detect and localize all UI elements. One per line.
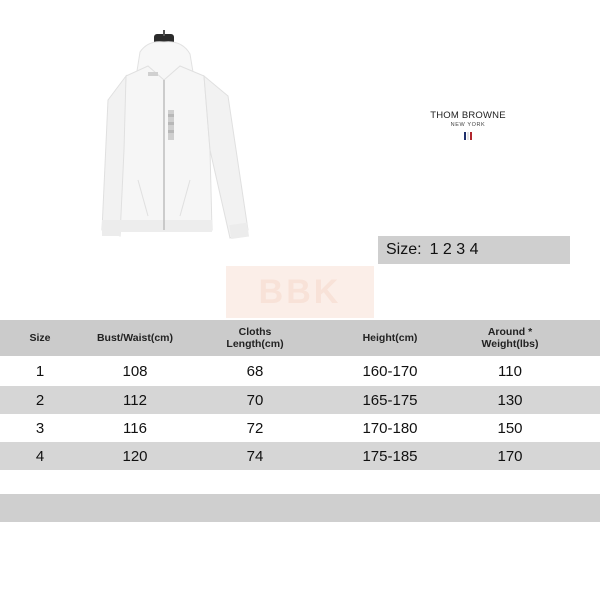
size-values: 1 2 3 4 xyxy=(429,241,479,258)
table-row xyxy=(0,414,600,442)
cell-size: 4 xyxy=(35,447,45,465)
cell-weight: 130 xyxy=(497,391,523,409)
header-weight: Around * Weight(lbs) xyxy=(481,326,539,350)
size-label: Size: xyxy=(386,241,422,258)
header-height: Height(cm) xyxy=(362,332,418,344)
brand-logo xyxy=(418,110,518,140)
cell-bust-waist: 120 xyxy=(122,447,148,465)
cell-weight: 170 xyxy=(497,447,523,465)
cell-height: 175-185 xyxy=(362,447,418,465)
cell-bust-waist: 116 xyxy=(123,419,147,437)
cell-size: 1 xyxy=(35,362,45,380)
cell-size: 2 xyxy=(35,391,45,409)
product-image-hoodie xyxy=(98,30,268,260)
cell-length: 68 xyxy=(246,362,264,380)
table-row xyxy=(0,386,600,414)
size-chart-table xyxy=(0,320,600,470)
brand-name: THOM BROWNE xyxy=(430,110,506,121)
cell-height: 170-180 xyxy=(362,419,418,437)
tricolor-flag-icon xyxy=(418,132,518,140)
table-header-row xyxy=(0,320,600,356)
cell-height: 160-170 xyxy=(362,362,418,380)
cell-bust-waist: 112 xyxy=(123,391,147,409)
cell-length: 72 xyxy=(246,419,264,437)
footer-bar xyxy=(0,494,600,522)
size-options-bar xyxy=(378,236,570,264)
table-row xyxy=(0,356,600,386)
cell-length: 70 xyxy=(246,391,264,409)
cell-bust-waist: 108 xyxy=(122,362,148,380)
cell-height: 165-175 xyxy=(362,391,418,409)
hoodie-illustration xyxy=(98,30,268,260)
header-size: Size xyxy=(29,332,51,344)
header-cloths-length: Cloths Length(cm) xyxy=(226,326,284,350)
header-bust-waist: Bust/Waist(cm) xyxy=(96,332,174,344)
cell-weight: 150 xyxy=(497,419,523,437)
table-row xyxy=(0,442,600,470)
watermark: BBK xyxy=(226,266,374,318)
cell-size: 3 xyxy=(35,419,45,437)
cell-weight: 110 xyxy=(498,362,522,380)
cell-length: 74 xyxy=(246,447,264,465)
brand-subtitle: NEW YORK xyxy=(450,122,486,128)
